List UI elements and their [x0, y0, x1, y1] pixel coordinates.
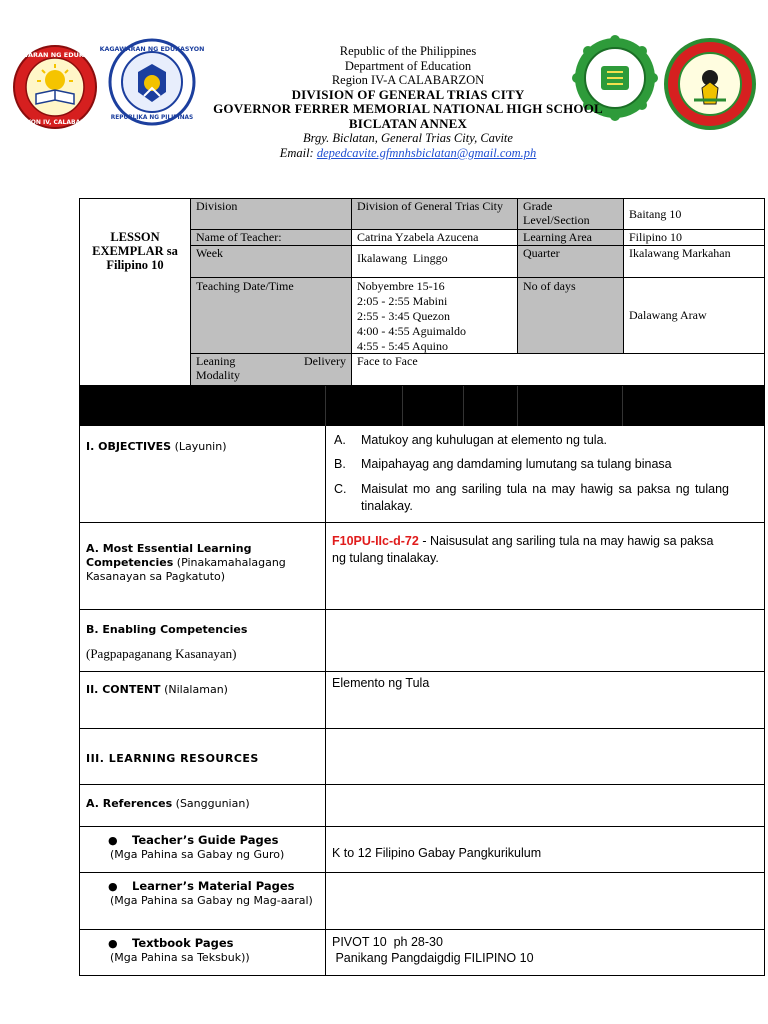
- content-heading: [86, 683, 228, 696]
- address-line: Brgy. Biclatan, General Trias City, Cavite: [303, 131, 513, 145]
- textbook-value-2: Panikang Pangdaigdig FILIPINO 10: [332, 951, 534, 965]
- teachers-guide-row: [79, 827, 765, 873]
- melc-text: - Naisusulat ang sariling tula na may hawig sa paksa ng tulang tinalakay.: [332, 534, 714, 565]
- days-value: [623, 277, 765, 354]
- melc-text-block: [332, 533, 730, 567]
- objective-marker: B.: [334, 457, 346, 471]
- objective-text: Maipahayag ang damdaming lumutang sa tulang binasa: [361, 457, 672, 471]
- bar-divider: [325, 386, 326, 426]
- modality-label-word-1: Leaning: [196, 354, 236, 368]
- objective-text: Maisulat mo ang sariling tula na may hawig sa paksa ng tulang tinalakay.: [361, 482, 729, 513]
- content-label: II. CONTENT: [86, 683, 161, 696]
- objective-item-c: [334, 481, 729, 515]
- quarter-value: Ikalawang Markahan: [623, 245, 765, 278]
- week-value: [351, 245, 518, 278]
- resources-label-cell: [80, 729, 326, 784]
- references-heading: [86, 797, 250, 810]
- date-line-4: 4:00 - 4:55 Aguimaldo: [357, 324, 466, 338]
- logo1-bottom-text: REHIYON IV, CALABARZON: [10, 119, 100, 126]
- teacher-value: Catrina Yzabela Azucena: [351, 229, 518, 246]
- learners-material-label: Learner’s Material Pages: [132, 879, 295, 893]
- objective-marker: A.: [334, 433, 346, 447]
- logo2-top-text: KAGAWARAN NG EDUKASYON: [99, 46, 205, 53]
- references-label: A. References: [86, 797, 173, 810]
- learners-material-bullet: ●: [108, 880, 118, 893]
- region-line: Region IV-A CALABARZON: [331, 73, 485, 87]
- teachers-guide-label-cell: [80, 827, 326, 872]
- logo1-top-text: KAGAWARAN NG EDUKASYON: [0, 51, 110, 59]
- email-link[interactable]: depedcavite.gfmnhsbiclatan@gmail.com.ph: [316, 146, 537, 160]
- annex-line: BICLATAN ANNEX: [348, 115, 468, 131]
- bar-divider: [622, 386, 623, 426]
- lesson-title: LESSON EXEMPLAR sa Filipino 10: [92, 230, 178, 272]
- references-label-cell: [80, 785, 326, 826]
- resources-row: [79, 729, 765, 785]
- content-sub: (Nilalaman): [164, 683, 228, 696]
- area-label: Learning Area: [517, 229, 624, 246]
- email-label: Email:: [279, 146, 317, 160]
- references-sub: (Sanggunian): [175, 797, 250, 810]
- content-row: [79, 672, 765, 729]
- melc-label: A. Most Essential Learning Competencies: [86, 542, 252, 569]
- enabling-row: [79, 610, 765, 672]
- date-label: Teaching Date/Time: [190, 277, 352, 354]
- melc-content-cell: [326, 523, 764, 609]
- email-line: [150, 146, 666, 161]
- teachers-guide-value-cell: [326, 827, 764, 872]
- lesson-title-cell: [79, 198, 191, 386]
- days-value-text: Dalawang Araw: [629, 308, 707, 322]
- logo2-bottom-text: REPUBLIKA NG PILIPINAS: [110, 115, 194, 121]
- textbook-label-cell: [80, 930, 326, 975]
- learners-material-sub: (Mga Pahina sa Gabay ng Mag-aaral): [110, 894, 313, 907]
- objective-item-a: [334, 433, 729, 447]
- textbook-row: [79, 930, 765, 976]
- section-divider-bar: [79, 386, 765, 426]
- teachers-guide-sub: (Mga Pahina sa Gabay ng Guro): [110, 848, 285, 861]
- objective-text: Matukoy ang kuhulugan at elemento ng tula.: [361, 433, 608, 447]
- deped-region-seal-logo: [0, 44, 110, 130]
- melc-sub: (Pinakamahalagang Kasanayan sa Pagkatuto): [86, 556, 286, 583]
- lesson-info-table: [79, 198, 765, 384]
- days-label: No of days: [517, 277, 624, 354]
- grade-value-text: Baitang 10: [629, 207, 682, 221]
- week-value-text: Ikalawang Linggo: [357, 251, 448, 265]
- objectives-label: I. OBJECTIVES: [86, 440, 172, 453]
- melc-label-cell: [80, 523, 326, 609]
- textbook-bullet: ●: [108, 937, 118, 950]
- objectives-row: [79, 426, 765, 523]
- date-line-1: Nobyembre 15-16: [357, 279, 445, 293]
- content-value: Elemento ng Tula: [332, 676, 430, 690]
- area-value: Filipino 10: [623, 229, 765, 246]
- division-line: DIVISION OF GENERAL TRIAS CITY: [291, 86, 525, 102]
- content-label-cell: [80, 672, 326, 728]
- references-content-cell: [326, 785, 764, 826]
- resources-content-cell: [326, 729, 764, 784]
- teacher-label: Name of Teacher:: [190, 229, 352, 246]
- learners-material-row: [79, 873, 765, 930]
- textbook-sub: (Mga Pahina sa Teksbuk)): [110, 951, 250, 964]
- textbook-value-1: PIVOT 10 ph 28-30: [332, 935, 443, 949]
- objectives-sub: (Layunin): [174, 440, 227, 453]
- date-line-5: 4:55 - 5:45 Aquino: [357, 339, 449, 353]
- objectives-content-cell: [326, 426, 764, 522]
- teachers-guide-value: K to 12 Filipino Gabay Pangkurikulum: [332, 846, 542, 860]
- date-line-2: 2:05 - 2:55 Mabini: [357, 294, 448, 308]
- teachers-guide-label: Teacher’s Guide Pages: [132, 833, 279, 847]
- country-line: Republic of the Philippines: [339, 44, 477, 58]
- textbook-label: Textbook Pages: [132, 936, 234, 950]
- modality-label-row: [196, 355, 346, 369]
- division-label: Division: [190, 198, 352, 230]
- school-header: [150, 44, 666, 161]
- melc-heading: [86, 542, 322, 584]
- modality-label-word-3: Modality: [196, 367, 240, 382]
- date-line-3: 2:55 - 3:45 Quezon: [357, 309, 450, 323]
- division-value: Division of General Trias City: [351, 198, 518, 230]
- enabling-label-cell: [80, 610, 326, 671]
- teachers-guide-bullet: ●: [108, 834, 118, 847]
- grade-value: [623, 198, 765, 230]
- textbook-value-cell: [326, 930, 764, 975]
- bar-divider: [517, 386, 518, 426]
- modality-label-word-2: Delivery: [304, 354, 346, 368]
- week-label: Week: [190, 245, 352, 278]
- references-row: [79, 785, 765, 827]
- enabling-content-cell: [326, 610, 764, 671]
- enabling-label: B. Enabling Competencies: [86, 623, 248, 636]
- objective-item-b: [334, 457, 729, 471]
- date-value: [351, 277, 518, 354]
- resources-label: III. LEARNING RESOURCES: [86, 752, 259, 765]
- bar-divider: [463, 386, 464, 426]
- department-line: Department of Education: [344, 58, 472, 73]
- melc-row: [79, 523, 765, 610]
- grade-label: Grade Level/Section: [517, 198, 624, 230]
- school-annex-seal-logo: [664, 38, 756, 130]
- modality-label: [190, 353, 352, 386]
- quarter-label: Quarter: [517, 245, 624, 278]
- objective-marker: C.: [334, 482, 347, 496]
- learners-material-value-cell: [326, 873, 764, 929]
- bar-divider: [402, 386, 403, 426]
- melc-code: F10PU-IIc-d-72: [332, 534, 419, 548]
- objectives-label-cell: [80, 426, 326, 522]
- content-value-cell: [326, 672, 764, 728]
- learners-material-label-cell: [80, 873, 326, 929]
- enabling-sub: (Pagpapaganang Kasanayan): [86, 646, 237, 661]
- school-name-line: GOVERNOR FERRER MEMORIAL NATIONAL HIGH SCHOOL: [213, 101, 603, 116]
- objectives-heading: [86, 440, 227, 453]
- modality-value: Face to Face: [351, 353, 765, 386]
